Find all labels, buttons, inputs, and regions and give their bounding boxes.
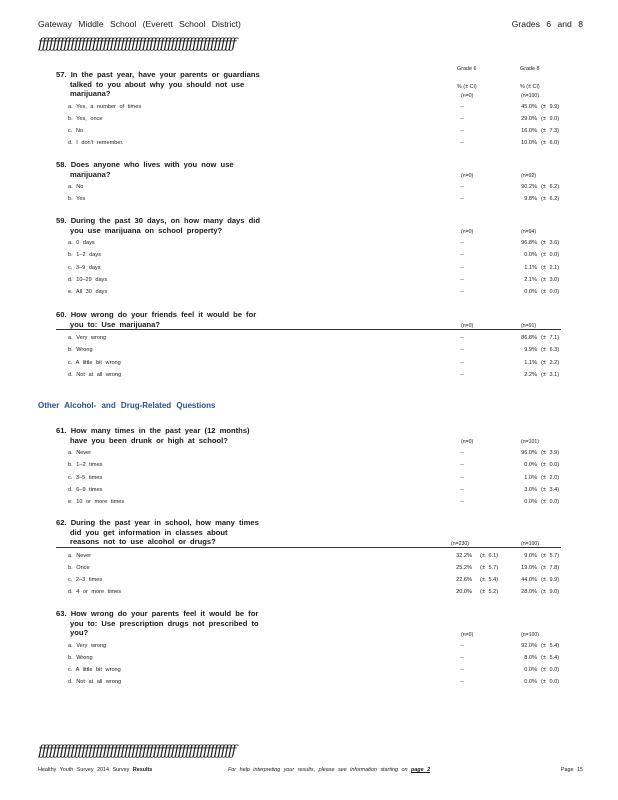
question-63 (56, 609, 566, 689)
answer-row: c. No -- 16.0% (± 7.3) (68, 128, 560, 135)
question-62 (56, 518, 566, 599)
answer-row: b. 1–2 times -- 0.0% (± 0.0) (68, 462, 560, 469)
grade6-n: (n=0) (461, 92, 474, 99)
answer-row: d. 4 or more times 20.0% (± 5.2) 28.0% (± 9.0) (68, 589, 560, 596)
school-name: Gateway Middle School (Everett School District) (38, 19, 241, 29)
answer-row: b. Yes, once -- 29.0% (± 9.0) (68, 115, 560, 122)
answer-row: c. 3–9 days -- 1.1% (± 2.1) (68, 264, 560, 271)
answer-row: e. All 30 days -- 0.0% (± 0.0) (68, 288, 560, 295)
page-footer (38, 767, 583, 777)
answer-row: d. 6–9 times -- 3.0% (± 3.4) (68, 486, 560, 493)
page-link[interactable]: page 2 (411, 767, 431, 773)
divider (56, 547, 561, 548)
grade8-n: (n=92) (521, 173, 537, 180)
answer-row: d. I don't remember. -- 10.0% (± 6.0) (68, 140, 560, 147)
grade8-pct-header: % (± CI) (520, 84, 540, 90)
divider (56, 329, 561, 330)
answer-row: a. No -- 90.2% (± 6.2) (68, 184, 560, 191)
section-title: Other Alcohol- and Drug-Related Questions (38, 401, 216, 410)
question-text: 62. During the past year in school, how many times did you get information in classes about reasons not to use alcohol or drugs? (n=230) (n=100) (56, 518, 540, 547)
answer-row: c. 2–3 times 22.6% (± 5.4) 44.0% (± 9.9) (68, 577, 560, 584)
answer-row: a. Never 32.2% (± 6.1) 9.0% (± 5.7) (68, 552, 560, 559)
grade6-n: (n=0) (461, 173, 474, 180)
question-text: 60. How wrong do your friends feel it would be for you to: Use marijuana? (n=0) (n=91) (56, 310, 537, 330)
answer-row: d. 10–29 days -- 2.1% (± 3.0) (68, 276, 560, 283)
grade6-n: (n=0) (461, 439, 474, 446)
page-header (38, 19, 583, 33)
answer-row: b. Once 25.2% (± 5.7) 19.0% (± 7.8) (68, 564, 560, 571)
answer-row: b. 1–2 days -- 0.0% (± 0.0) (68, 252, 560, 259)
grade8-n: (n=91) (521, 323, 537, 330)
grade6-n: (n=0) (461, 631, 474, 638)
grade8-n: (n=100) (521, 540, 540, 547)
question-text: 63. How wrong do your parents feel it would be for you to: Use prescription drugs not prescribed to you? (n=0) (n=100) (56, 609, 540, 638)
grade6-pct-header: % (± CI) (457, 84, 477, 90)
answer-row: a. 0 days -- 96.8% (± 3.6) (68, 240, 560, 247)
grade8-n: (n=101) (521, 439, 540, 446)
survey-title: Healthy Youth Survey 2014 Survey Results (38, 767, 153, 773)
footer-rule: ƒƒƒƒƒƒƒƒƒƒƒƒƒƒƒƒƒƒƒƒƒƒƒƒƒƒƒƒƒƒƒƒƒƒƒƒƒƒƒƒƒƒƒƒƒƒƒƒƒƒƒƒƒƒƒ (38, 744, 235, 758)
header-rule: ƒƒƒƒƒƒƒƒƒƒƒƒƒƒƒƒƒƒƒƒƒƒƒƒƒƒƒƒƒƒƒƒƒƒƒƒƒƒƒƒƒƒƒƒƒƒƒƒƒƒƒƒƒƒƒ (38, 37, 235, 51)
answer-row: b. Wrong -- 9.9% (± 6.3) (68, 347, 560, 354)
question-60 (56, 310, 566, 381)
question-57 (56, 70, 566, 150)
grade6-n: (n=230) (451, 540, 470, 547)
answer-row: a. Very wrong -- 92.0% (± 5.4) (68, 642, 560, 649)
grade8-n: (n=100) (521, 92, 540, 99)
grade6-n: (n=0) (461, 323, 474, 330)
grade8-n: (n=94) (521, 229, 537, 236)
answer-row: a. Very wrong -- 86.8% (± 7.1) (68, 335, 560, 342)
question-59 (56, 216, 566, 298)
help-note: For help interpreting your results, please see information starting on page 2 (228, 767, 431, 773)
grade6-header: Grade 6 (457, 66, 477, 72)
answer-row: b. Wrong -- 8.0% (± 5.4) (68, 654, 560, 661)
answer-row: a. Never -- 96.0% (± 3.9) (68, 450, 560, 457)
grades-label: Grades 6 and 8 (511, 19, 583, 29)
question-text: 57. In the past year, have your parents or guardians talked to you about why you should not use marijuana? (n=0) (n=100) (56, 70, 540, 99)
answer-row: d. Not at all wrong -- 0.0% (± 0.0) (68, 679, 560, 686)
question-text: 59. During the past 30 days, on how many days did you use marijuana on school property? (n=0) (n=94) (56, 216, 537, 236)
question-61 (56, 426, 566, 508)
question-58 (56, 160, 566, 206)
page-number: Page 15 (560, 767, 583, 773)
answer-row: c. A little bit wrong -- 0.0% (± 0.0) (68, 667, 560, 674)
answer-row: d. Not at all wrong -- 2.2% (± 3.1) (68, 371, 560, 378)
grade8-n: (n=100) (521, 631, 540, 638)
grade6-n: (n=0) (461, 229, 474, 236)
answer-row: a. Yes, a number of times -- 45.0% (± 9.9) (68, 103, 560, 110)
answer-row: e. 10 or more times -- 0.0% (± 0.0) (68, 498, 560, 505)
answer-row: b. Yes -- 9.8% (± 6.2) (68, 196, 560, 203)
answer-row: c. A little bit wrong -- 1.1% (± 2.2) (68, 359, 560, 366)
question-text: 61. How many times in the past year (12 months) have you been drunk or high at school? (n=0) (n=101) (56, 426, 540, 446)
question-text: 58. Does anyone who lives with you now use marijuana? (n=0) (n=92) (56, 160, 537, 180)
grade8-header: Grade 8 (520, 66, 540, 72)
answer-row: c. 3–5 times -- 1.0% (± 2.0) (68, 474, 560, 481)
